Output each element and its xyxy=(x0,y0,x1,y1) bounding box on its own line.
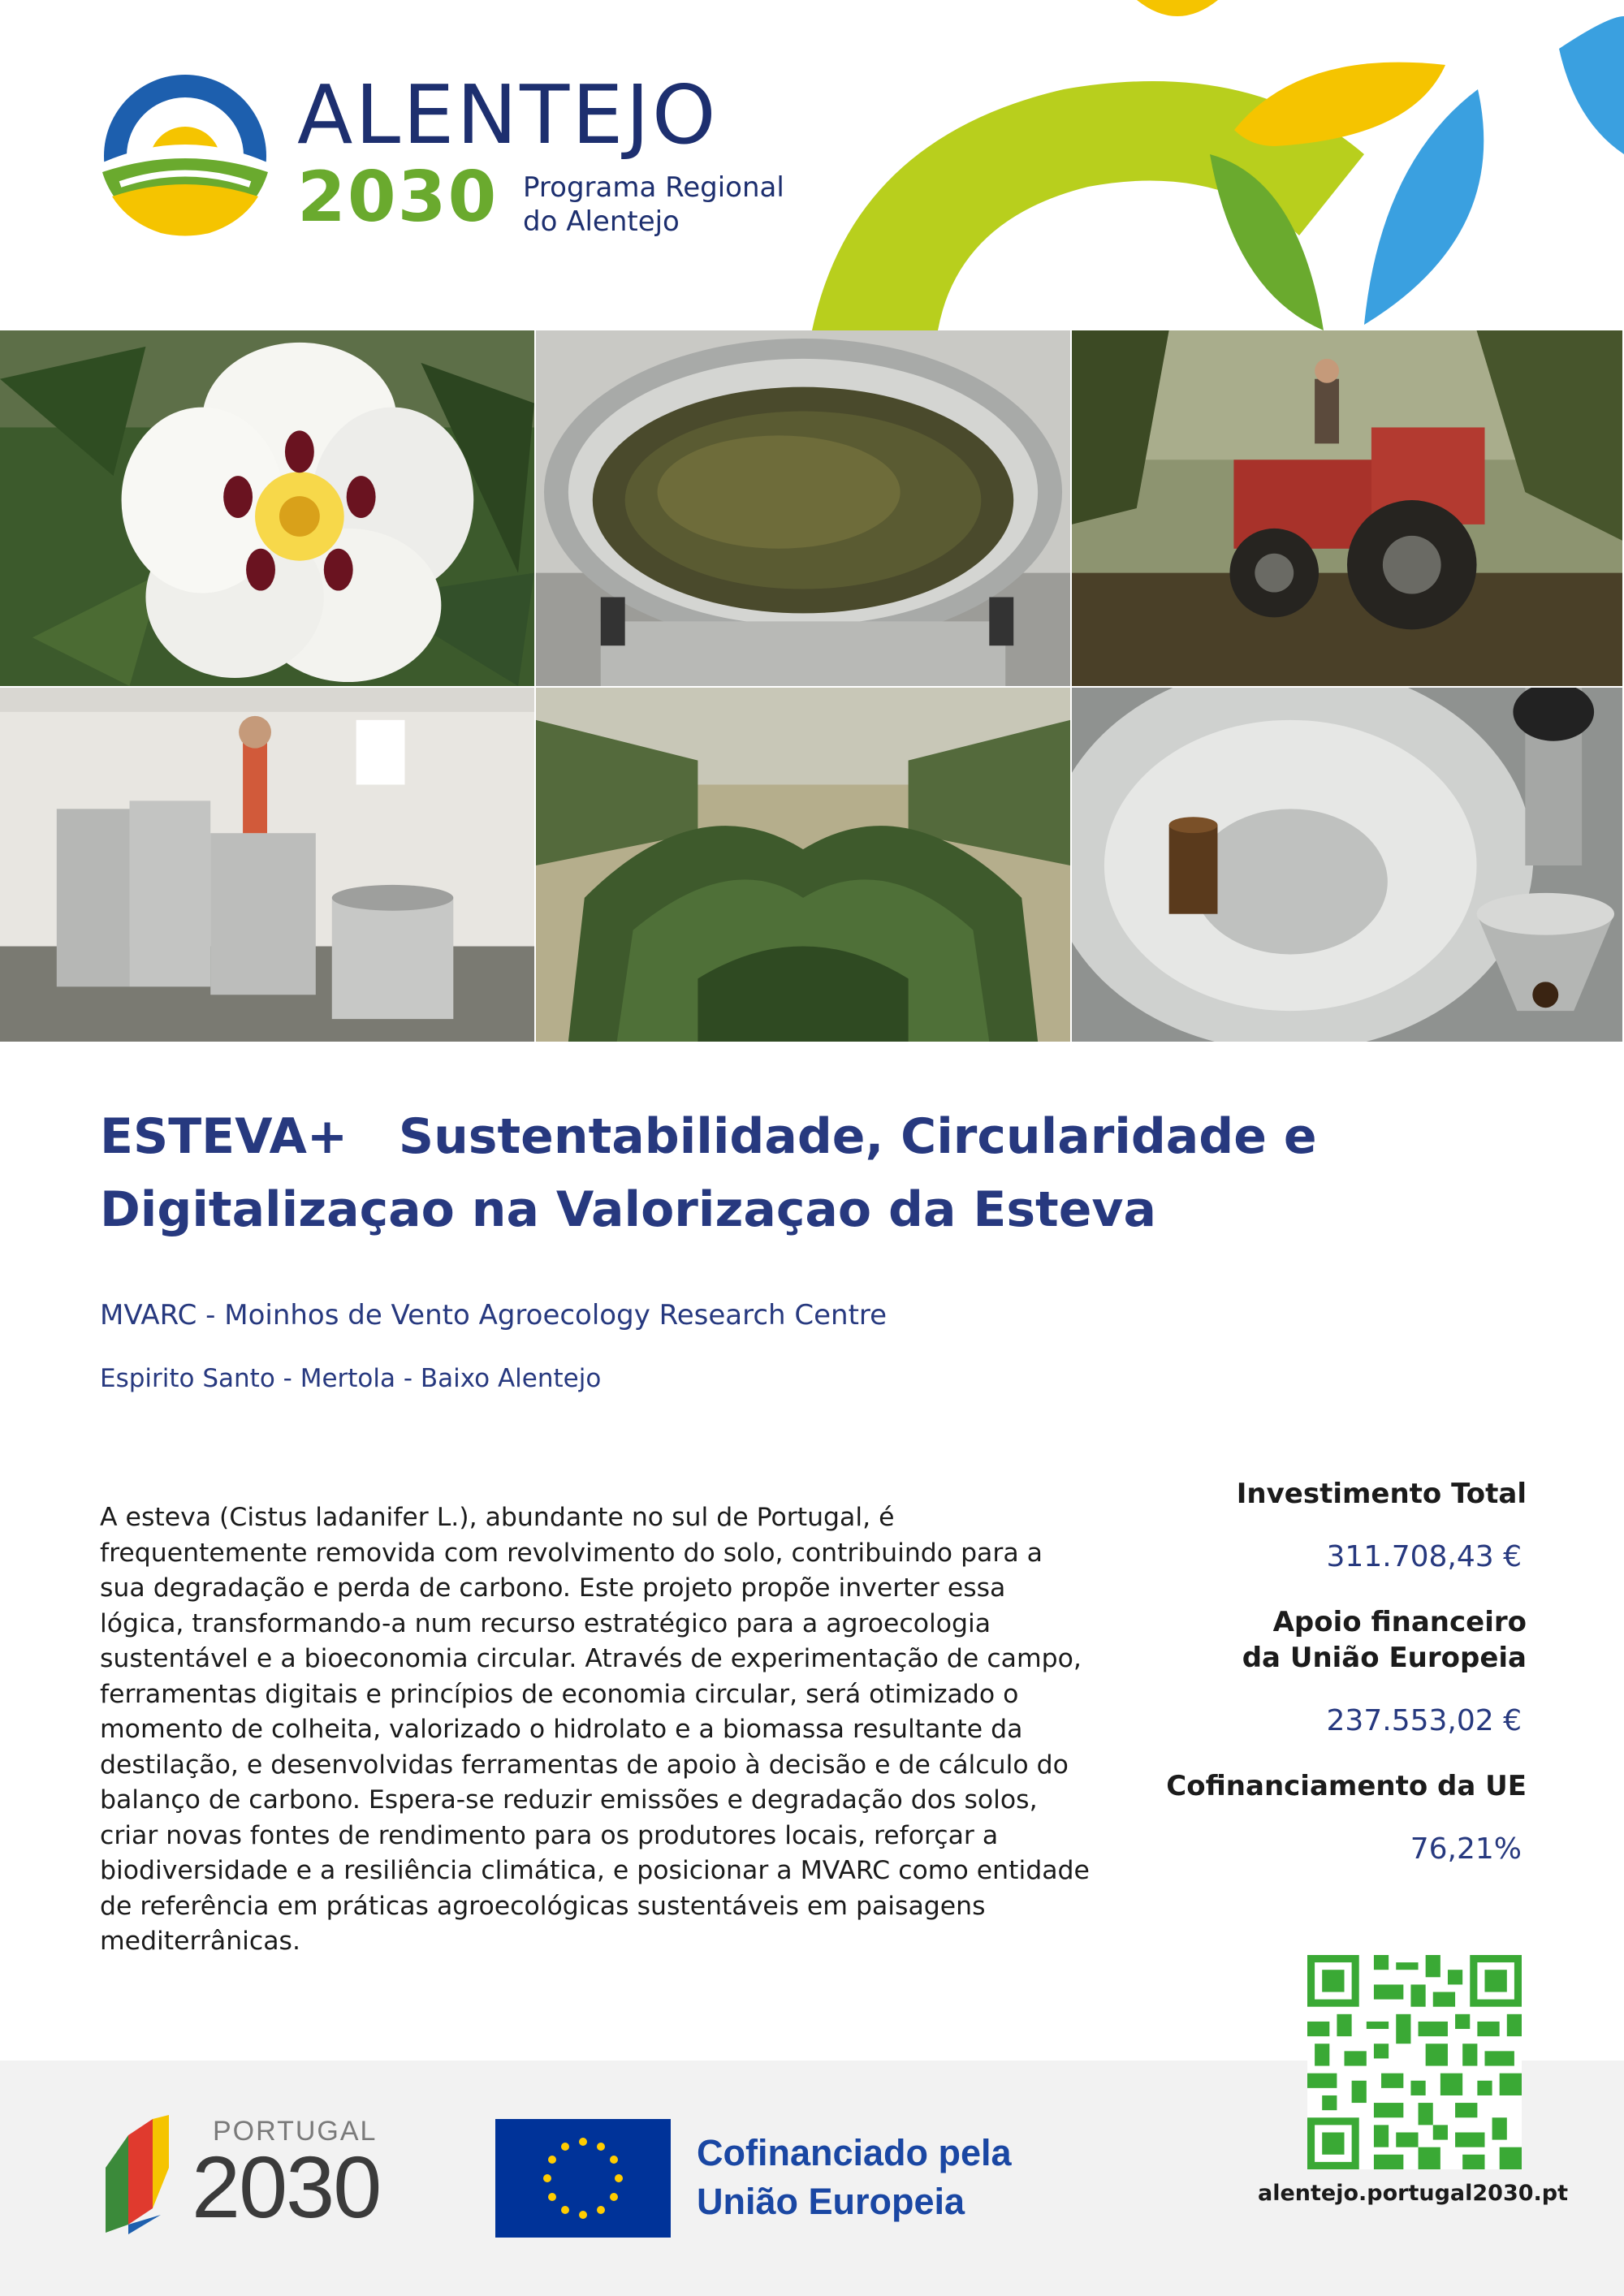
distillation-vessel-photo xyxy=(536,330,1072,688)
steel-funnel-photo xyxy=(1072,688,1624,1043)
website-url[interactable]: alentejo.portugal2030.pt xyxy=(1257,2181,1569,2206)
header xyxy=(0,0,1624,330)
eu-support-value: 237.553,02 € xyxy=(1326,1704,1522,1737)
portugal-year: 2030 xyxy=(192,2138,381,2236)
project-title xyxy=(100,1100,1529,1246)
project-description: A esteva (Cistus ladanifer L.), abundante no sul de Portugal, é frequentemente removida com revolvimento do solo, contribuindo para a sua degradação e perda de carbono. Este projeto propõe inverter essa lógica, transformando-a num recurso estratégico para a agroecologia sustentável e a bioeconomia circular. Através de experimentação de campo, ferramentas digitais e princípios de economia circular, será otimizado o momento de colheita, valorizado o hidrolato e a biomassa resultante da destilação, e desenvolvidas ferramentas de apoio à decisão e de cálculo do balanço de carbono. Espera-se reduzir emissões e degradação dos solos, criar novas fontes de rendimento para os produtores locais, reforçar a biodiversidade e a resiliência climática, e posicionar a MVARC como entidade de referência em práticas agroecológicas sustentáveis em paisagens mediterrânicas. xyxy=(100,1503,1090,1956)
cofinancing-label: Cofinanciamento da UE xyxy=(1166,1770,1527,1802)
eu-cofunding-line-2: União Europeia xyxy=(697,2181,965,2222)
eu-support-label-line-1: Apoio financeiro xyxy=(1272,1606,1527,1638)
total-investment-label: Investimento Total xyxy=(1236,1478,1527,1510)
photo-grid xyxy=(0,330,1624,1043)
decorative-shapes-icon xyxy=(796,0,1624,330)
total-investment-value: 311.708,43 € xyxy=(1326,1540,1522,1573)
brand-year: 2030 xyxy=(297,157,499,238)
project-title-line-2: Digitalizaçao na Valorizaçao da Esteva xyxy=(100,1181,1157,1238)
brand-name: ALENTEJO xyxy=(297,67,719,162)
eu-cofunding-text xyxy=(697,2129,1012,2226)
organization-name: MVARC - Moinhos de Vento Agroecology Research Centre xyxy=(100,1299,888,1331)
cistus-flower-photo xyxy=(0,330,536,688)
organization-location: Espirito Santo - Mertola - Baixo Alentejo xyxy=(100,1364,602,1393)
distillery-room-photo xyxy=(0,688,536,1043)
brand-subtitle: Programa Regional do Alentejo xyxy=(523,171,784,238)
eu-support-label-line-2: da União Europeia xyxy=(1242,1642,1527,1674)
eu-flag-icon xyxy=(495,2119,671,2238)
eu-cofunding-line-1: Cofinanciado pela xyxy=(697,2132,1012,2173)
eu-support-label xyxy=(1121,1604,1527,1676)
esteva-shrub-photo xyxy=(536,688,1072,1043)
funding-panel xyxy=(1121,1476,1527,1897)
cofinancing-value: 76,21% xyxy=(1410,1832,1522,1866)
portugal-label: PORTUGAL xyxy=(213,2116,378,2147)
tractor-harvest-photo xyxy=(1072,330,1624,688)
project-title-line-1: ESTEVA+ Sustentabilidade, Circularidade e xyxy=(100,1108,1317,1165)
qr-code-icon[interactable] xyxy=(1307,1955,1522,2169)
alentejo-logo-icon xyxy=(96,75,274,241)
